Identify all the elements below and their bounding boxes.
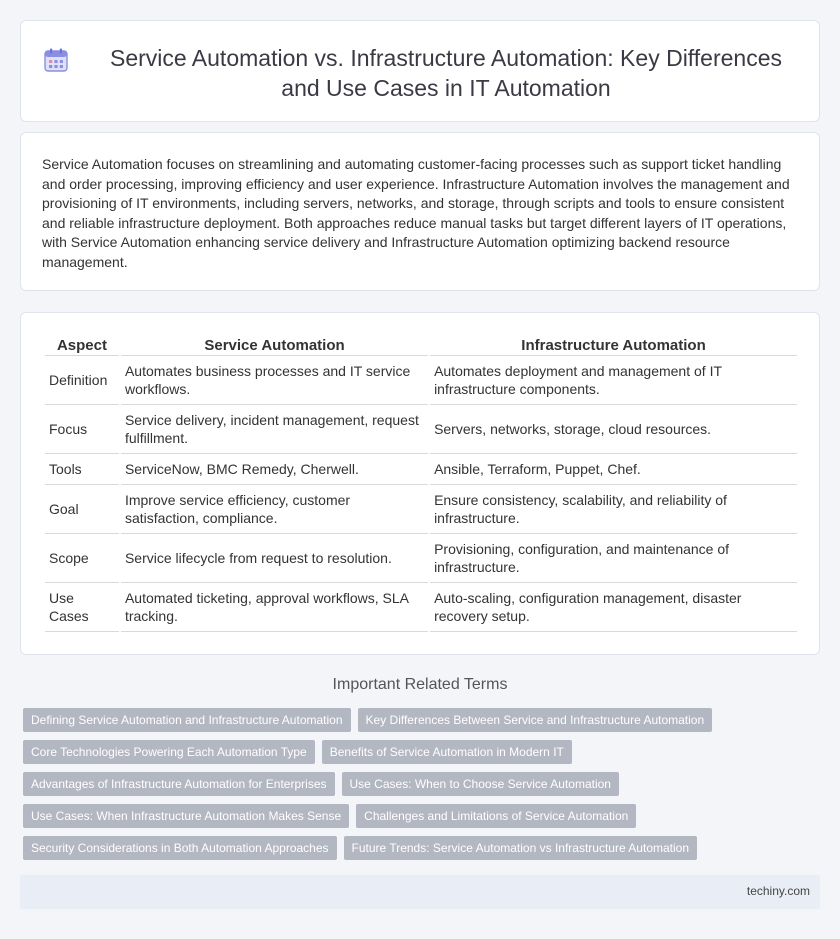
aspect-cell: Focus	[45, 405, 119, 454]
related-terms-list	[23, 708, 723, 868]
column-header-service: Service Automation	[121, 333, 428, 356]
column-header-infrastructure: Infrastructure Automation	[430, 333, 797, 356]
related-terms-heading: Important Related Terms	[332, 676, 508, 693]
infrastructure-cell: Automates deployment and management of IT infrastructure components.	[430, 356, 797, 405]
related-term-tag[interactable]: Use Cases: When to Choose Service Automation	[342, 772, 619, 796]
tag-row	[23, 740, 723, 764]
calendar-icon	[43, 47, 69, 73]
comparison-card	[20, 312, 820, 655]
table-header-row	[45, 333, 797, 356]
footer	[20, 875, 820, 909]
infrastructure-cell: Provisioning, configuration, and maintenance of infrastructure.	[430, 534, 797, 583]
tag-row	[23, 836, 723, 860]
related-term-tag[interactable]: Benefits of Service Automation in Modern IT	[322, 740, 572, 764]
intro-card	[20, 132, 820, 291]
table-row	[45, 405, 797, 454]
service-cell: Service delivery, incident management, request fulfillment.	[121, 405, 428, 454]
infrastructure-cell: Auto-scaling, configuration management, disaster recovery setup.	[430, 583, 797, 632]
title-card	[20, 20, 820, 122]
service-cell: ServiceNow, BMC Remedy, Cherwell.	[121, 454, 428, 485]
column-header-aspect: Aspect	[45, 333, 119, 356]
footer-brand[interactable]: techiny.com	[746, 884, 810, 898]
infrastructure-cell: Servers, networks, storage, cloud resources.	[430, 405, 797, 454]
comparison-table	[43, 333, 799, 632]
related-term-tag[interactable]: Use Cases: When Infrastructure Automation Makes Sense	[23, 804, 349, 828]
table-row	[45, 454, 797, 485]
related-term-tag[interactable]: Challenges and Limitations of Service Automation	[356, 804, 636, 828]
related-term-tag[interactable]: Key Differences Between Service and Infrastructure Automation	[358, 708, 713, 732]
aspect-cell: Use Cases	[45, 583, 119, 632]
tag-row	[23, 772, 723, 796]
tag-row	[23, 804, 723, 828]
intro-paragraph: Service Automation focuses on streamlining and automating customer-facing processes such as support ticket handling and order processing, improving efficiency and user experience. Infrastructure Automation involves the management and provisioning of IT environments, including servers, networks, and storage, through scripts and tools to ensure consistent and reliable infrastructure deployment. Both approaches reduce manual tasks but target different layers of IT operations, with Service Automation enhancing service delivery and Infrastructure Automation optimizing backend resource management.	[42, 156, 790, 270]
related-term-tag[interactable]: Advantages of Infrastructure Automation for Enterprises	[23, 772, 335, 796]
service-cell: Service lifecycle from request to resolution.	[121, 534, 428, 583]
related-term-tag[interactable]: Core Technologies Powering Each Automation Type	[23, 740, 315, 764]
page-title: Service Automation vs. Infrastructure Automation: Key Differences and Use Cases in IT Automation	[109, 45, 782, 101]
related-term-tag[interactable]: Future Trends: Service Automation vs Infrastructure Automation	[344, 836, 698, 860]
table-row	[45, 583, 797, 632]
table-row	[45, 534, 797, 583]
tag-row	[23, 708, 723, 732]
service-cell: Automated ticketing, approval workflows, SLA tracking.	[121, 583, 428, 632]
aspect-cell: Scope	[45, 534, 119, 583]
infrastructure-cell: Ensure consistency, scalability, and reliability of infrastructure.	[430, 485, 797, 534]
table-row	[45, 485, 797, 534]
related-term-tag[interactable]: Defining Service Automation and Infrastructure Automation	[23, 708, 351, 732]
aspect-cell: Tools	[45, 454, 119, 485]
table-row	[45, 356, 797, 405]
title-wrap	[43, 43, 801, 103]
service-cell: Automates business processes and IT service workflows.	[121, 356, 428, 405]
related-term-tag[interactable]: Security Considerations in Both Automation Approaches	[23, 836, 337, 860]
infrastructure-cell: Ansible, Terraform, Puppet, Chef.	[430, 454, 797, 485]
aspect-cell: Definition	[45, 356, 119, 405]
service-cell: Improve service efficiency, customer satisfaction, compliance.	[121, 485, 428, 534]
aspect-cell: Goal	[45, 485, 119, 534]
